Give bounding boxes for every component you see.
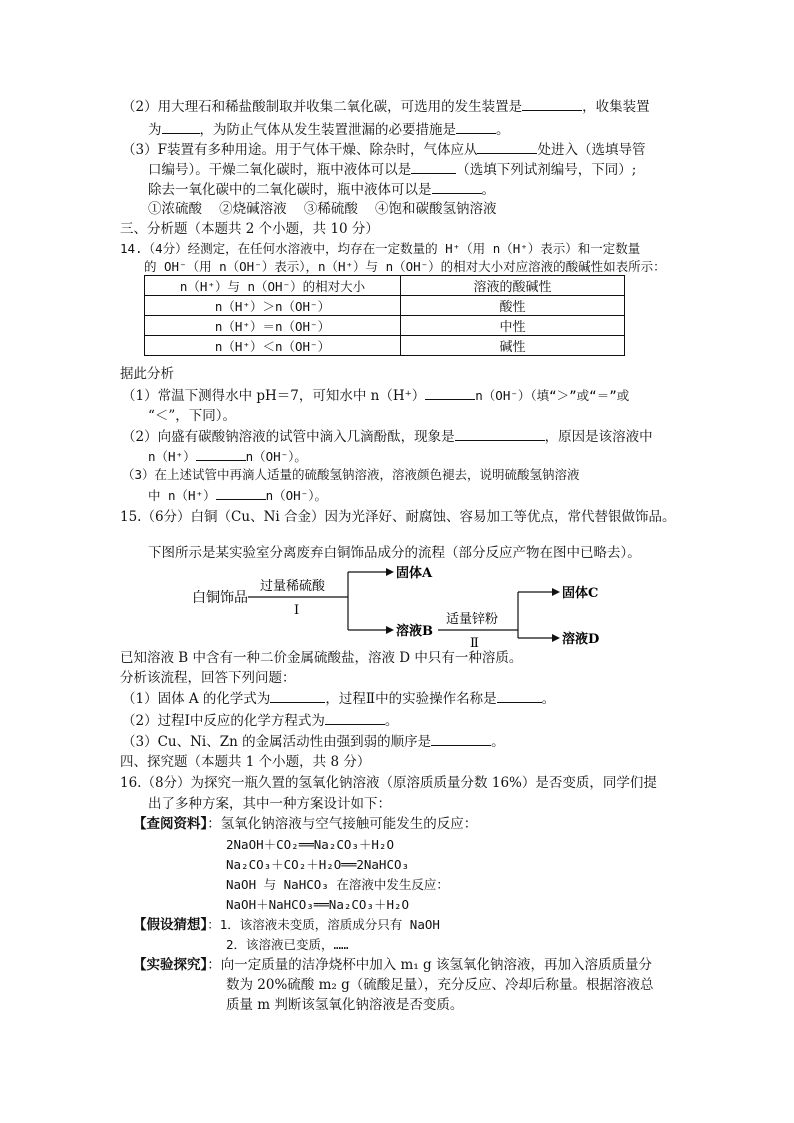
- arrowhead: [386, 626, 394, 634]
- equation-2: Na₂CO₃＋CO₂＋H₂O══2NaHCO₃: [226, 857, 410, 872]
- hypothesis-label: 【假设猜想】: [133, 917, 208, 933]
- q15-sub-1: （1）固体 A 的化学式为 ，过程Ⅱ中的实验操作名称是 。: [122, 688, 555, 709]
- q16-hypothesis: 【假设猜想】：1．该溶液未变质，溶质成分只有 NaOH: [133, 917, 440, 933]
- flow-step-2: Ⅱ: [470, 636, 479, 651]
- table-row: [145, 296, 625, 316]
- q15-sub-2: （2）过程Ⅰ中反应的化学方程式为 。: [122, 710, 398, 731]
- q14-line-1: 14.（4分）经测定，在任何水溶液中，均存在一定数量的 H⁺（用 n（H⁺）表示）和一定数量: [120, 241, 641, 256]
- q14-sub-1-cont: “＜”，下同）。: [148, 408, 237, 424]
- answer-blank[interactable]: [162, 119, 200, 134]
- section-4-heading: 四、探究题（本题共 1 个小题，共 8 分）: [120, 754, 371, 770]
- experiment-label: 【实验探究】: [133, 957, 208, 973]
- table-cell: n（H⁺）＞n（OH⁻）: [145, 296, 401, 316]
- q2-line-1: （2）用大理石和稀盐酸制取并收集二氧化碳，可选用的发生装置是 ，收集装置: [122, 96, 650, 117]
- q16-line-2: 出了多种方案，其中一种方案设计如下：: [148, 796, 391, 812]
- answer-blank[interactable]: [432, 179, 482, 194]
- table-row: [145, 316, 625, 336]
- table-cell: 碱性: [401, 336, 625, 356]
- flow-solution-D: 溶液D: [562, 632, 600, 647]
- q16-line-1: 16.（8分）为探究一瓶久置的氢氧化钠溶液（原溶质质量分数 16%）是否变质，同学们提: [120, 775, 657, 791]
- acidity-table: [144, 275, 625, 356]
- q15-sub-3: （3）Cu、Ni、Zn 的金属活动性由强到弱的顺序是 。: [122, 731, 505, 752]
- q16-hypothesis-2: 2．该溶液已变质，……: [226, 937, 349, 952]
- equation-3-text: NaOH 与 NaHCO₃ 在溶液中发生反应：: [226, 877, 449, 892]
- q14-sub-3-cont: 中 n（H⁺） n（OH⁻）。: [148, 485, 327, 506]
- q14-sub-1: （1）常温下测得水中 pH＝7，可知水中 n（H⁺） n（OH⁻）（填“＞”或“＝”或: [122, 385, 629, 406]
- q14-analysis-label: 据此分析: [120, 366, 174, 382]
- q14-line-2: 的 OH⁻（用 n（OH⁻）表示），n（H⁺）与 n（OH⁻）的相对大小对应溶液的酸碱性如表所示：: [144, 259, 666, 274]
- answer-blank[interactable]: [196, 446, 246, 461]
- q2-line-2: 为 ，为防止气体从发生装置泄漏的必要措施是 。: [148, 119, 510, 140]
- q15-analyze: 分析该流程，回答下列问题：: [120, 670, 296, 686]
- flow-solid-C: 固体C: [562, 586, 599, 601]
- equation-1: 2NaOH＋CO₂══Na₂CO₃＋H₂O: [226, 837, 394, 852]
- q15-known: 已知溶液 B 中含有一种二价金属硫酸盐，溶液 D 中只有一种溶质。: [120, 650, 523, 666]
- arrowhead: [552, 588, 560, 596]
- arrowhead: [552, 634, 560, 642]
- section-3-heading: 三、分析题（本题共 2 个小题，共 10 分）: [120, 221, 379, 237]
- table-row: [145, 336, 625, 356]
- q3-line-2: 口编号）。干燥二氧化碳时，瓶中液体可以是 （选填下列试剂编号，下同）;: [148, 159, 636, 180]
- answer-blank[interactable]: [477, 139, 537, 154]
- arrowhead: [386, 568, 394, 576]
- q16-experiment: 【实验探究】：向一定质量的洁净烧杯中加入 m₁ g 该氢氧化钠溶液，再加入溶质质量分: [133, 957, 652, 973]
- q15-line-2: 下图所示是某实验室分离废弃白铜饰品成分的流程（部分反应产物在图中已略去）。: [148, 545, 641, 561]
- table-cell: 酸性: [401, 296, 625, 316]
- q3-line-1: （3）F装置有多种用途。用于气体干燥、除杂时，气体应从 处进入（选填导管: [122, 139, 645, 160]
- answer-blank[interactable]: [216, 485, 266, 500]
- answer-blank[interactable]: [455, 426, 545, 441]
- flow-step-1: Ⅰ: [294, 603, 300, 618]
- q3-options: ①浓硫酸 ②烧碱溶液 ③稀硫酸 ④饱和碳酸氢钠溶液: [148, 201, 497, 217]
- flow-diagram: [190, 562, 610, 652]
- answer-blank[interactable]: [522, 96, 582, 111]
- table-cell: n（H⁺）＝n（OH⁻）: [145, 316, 401, 336]
- answer-blank[interactable]: [456, 119, 496, 134]
- q3-line-3: 除去一氧化碳中的二氧化碳时，瓶中液体可以是 。: [148, 179, 495, 200]
- table-cell: n（H⁺）＜n（OH⁻）: [145, 336, 401, 356]
- reference-label: 【查阅资料】: [133, 816, 208, 832]
- answer-blank[interactable]: [497, 688, 542, 703]
- flow-reagent-1: 过量稀硫酸: [260, 579, 326, 594]
- answer-blank[interactable]: [425, 385, 475, 400]
- q14-sub-2: （2）向盛有碳酸钠溶液的试管中滴入几滴酚酞，现象是 ，原因是该溶液中: [122, 426, 653, 447]
- q16-experiment-2: 数为 20%硫酸 m₂ g（硫酸足量），充分反应、冷却后称量。根据溶液总: [226, 977, 654, 993]
- answer-blank[interactable]: [325, 710, 385, 725]
- table-cell: 中性: [401, 316, 625, 336]
- q16-reference: 【查阅资料】：氢氧化钠溶液与空气接触可能发生的反应：: [133, 816, 478, 832]
- flow-solution-B: 溶液B: [396, 624, 433, 639]
- answer-blank[interactable]: [431, 731, 491, 746]
- table-header: n（H⁺）与 n（OH⁻）的相对大小: [145, 276, 401, 296]
- table-header-row: [145, 276, 625, 296]
- q15-line-1: 15.（6分）白铜（Cu、Ni 合金）因为光泽好、耐腐蚀、容易加工等优点，常代替银做饰品。: [120, 509, 676, 525]
- q14-sub-3: （3）在上述试管中再滴人适量的硫酸氢钠溶液，溶液颜色褪去，说明硫酸氢钠溶液: [122, 467, 580, 482]
- table-header: 溶液的酸碱性: [401, 276, 625, 296]
- flow-solid-A: 固体A: [396, 566, 433, 581]
- q14-sub-2-cont: n（H⁺） n（OH⁻）。: [148, 446, 307, 467]
- answer-blank[interactable]: [270, 688, 325, 703]
- flow-start: 白铜饰品: [192, 590, 248, 606]
- answer-blank[interactable]: [411, 159, 456, 174]
- equation-4: NaOH＋NaHCO₃══Na₂CO₃＋H₂O: [226, 897, 410, 912]
- flow-reagent-2: 适量锌粉: [446, 612, 499, 627]
- q16-experiment-3: 质量 m 判断该氢氧化钠溶液是否变质。: [226, 997, 464, 1013]
